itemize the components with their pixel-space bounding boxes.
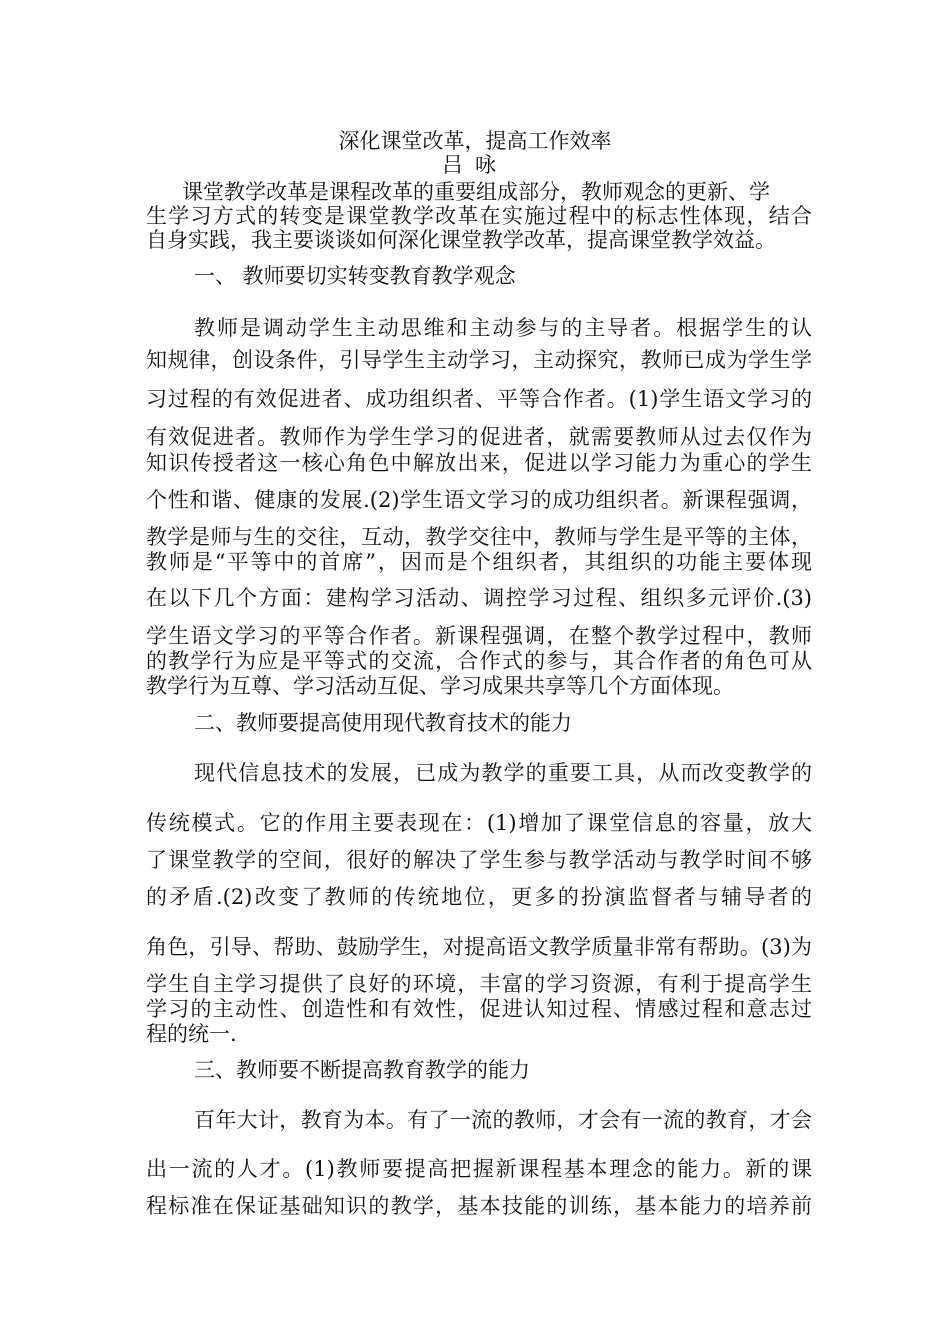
paragraph-line: 的矛盾.(2)改变了教师的传统地位，更多的扮演监督者与辅导者的 <box>146 885 812 909</box>
paragraph-line: 的教学行为应是平等式的交流，合作式的参与，其合作者的角色可从 <box>146 649 812 673</box>
paragraph-line: 习过程的有效促进者、成功组织者、平等合作者。(1)学生语文学习的 <box>146 387 812 411</box>
paragraph-line: 教师是调动学生主动思维和主动参与的主导者。根据学生的认 <box>194 316 812 340</box>
document-author: 吕咏 <box>442 153 508 177</box>
paragraph-line: 教师是“平等中的首席”，因而是个组织者，其组织的功能主要体现 <box>146 550 812 574</box>
intro-line: 课堂教学改革是课程改革的重要组成部分，教师观念的更新、学 <box>182 180 770 204</box>
paragraph-line: 传统模式。它的作用主要表现在：(1)增加了课堂信息的容量，放大 <box>146 811 812 835</box>
document-title: 深化课堂改革，提高工作效率 <box>338 129 612 153</box>
paragraph-line: 学习的主动性、创造性和有效性，促进认知过程、情感过程和意志过 <box>146 997 812 1021</box>
paragraph-line: 了课堂教学的空间，很好的解决了学生参与教学活动与教学时间不够 <box>146 848 812 872</box>
paragraph-line: 学生自主学习提供了良好的环境，丰富的学习资源，有利于提高学生 <box>146 972 812 996</box>
intro-line: 生学习方式的转变是课堂教学改革在实施过程中的标志性体现，结合 <box>146 204 812 228</box>
paragraph-line: 百年大计，教育为本。有了一流的教师，才会有一流的教育，才会 <box>194 1108 812 1132</box>
paragraph-line: 在以下几个方面：建构学习活动、调控学习过程、组织多元评价.(3) <box>146 586 812 610</box>
intro-line: 自身实践，我主要谈谈如何深化课堂教学改革，提高课堂教学效益。 <box>146 228 776 252</box>
paragraph-line: 角色，引导、帮助、鼓励学生，对提高语文教学质量非常有帮助。(3)为 <box>146 935 812 959</box>
paragraph-line: 有效促进者。教师作为学生学习的促进者，就需要教师从过去仅作为 <box>146 425 812 449</box>
paragraph-line: 程标准在保证基础知识的教学，基本技能的训练，基本能力的培养前 <box>146 1194 812 1218</box>
paragraph-line: 出一流的人才。(1)教师要提高把握新课程基本理念的能力。新的课 <box>146 1157 812 1181</box>
section-heading: 二、教师要提高使用现代教育技术的能力 <box>194 711 572 735</box>
paragraph-line: 个性和谐、健康的发展.(2)学生语文学习的成功组织者。新课程强调， <box>146 488 812 512</box>
paragraph-line: 教学是师与生的交往，互动，教学交往中，教师与学生是平等的主体， <box>146 525 812 549</box>
paragraph-line: 学生语文学习的平等合作者。新课程强调，在整个教学过程中，教师 <box>146 624 812 648</box>
paragraph-line: 程的统一. <box>146 1022 237 1046</box>
paragraph-line: 教学行为互尊、学习活动互促、学习成果共享等几个方面体现。 <box>146 674 734 698</box>
section-heading: 三、教师要不断提高教育教学的能力 <box>194 1058 530 1082</box>
paragraph-line: 现代信息技术的发展，已成为教学的重要工具，从而改变教学的 <box>194 761 812 785</box>
paragraph-line: 知规律，创设条件，引导学生主动学习，主动探究，教师已成为学生学 <box>146 348 812 372</box>
paragraph-line: 知识传授者这一核心角色中解放出来，促进以学习能力为重心的学生 <box>146 451 812 475</box>
section-heading: 一、 教师要切实转变教育教学观念 <box>194 264 516 288</box>
